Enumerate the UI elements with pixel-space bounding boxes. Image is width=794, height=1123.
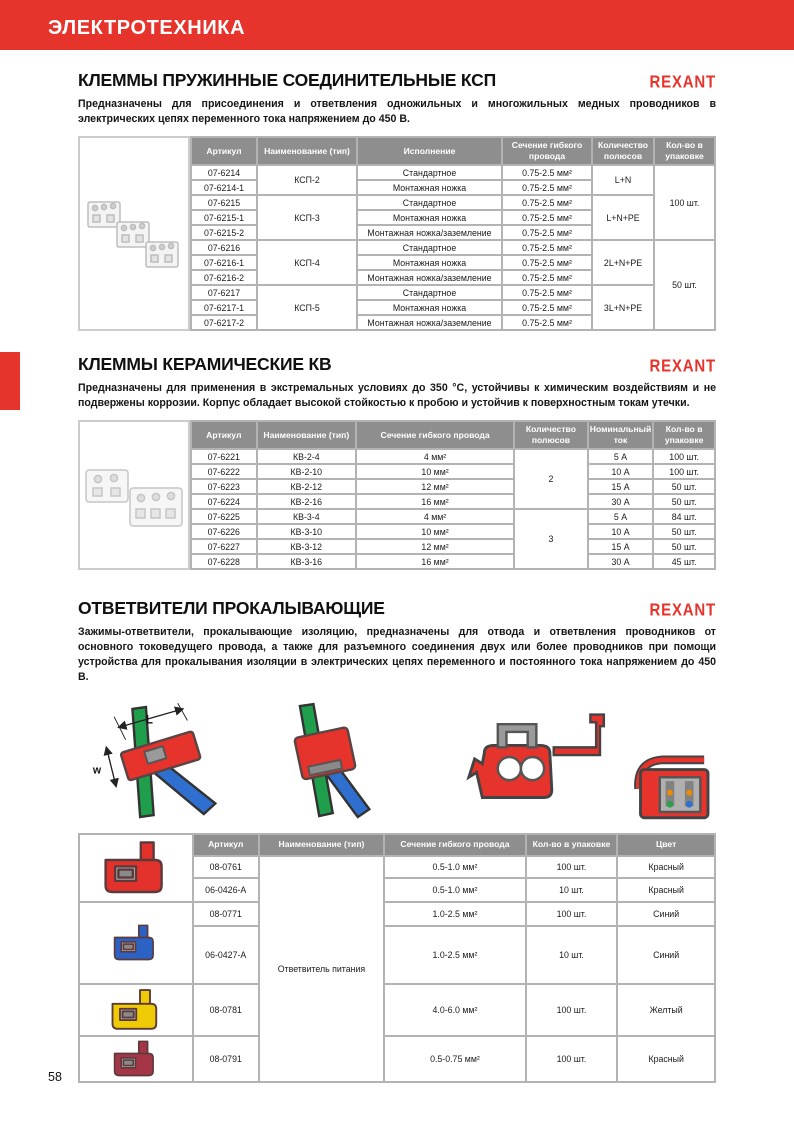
- diagram-cross-section-latch: [465, 707, 610, 807]
- column-header: Исполнение: [357, 137, 502, 165]
- table-cell: 08-0791: [193, 1036, 259, 1082]
- table-cell: 07-6217: [191, 285, 257, 300]
- table-cell: Стандартное: [357, 165, 502, 180]
- table-cell: 4 мм²: [356, 509, 514, 524]
- table-cell: КСП-5: [257, 285, 357, 330]
- table-cell: 50 шт.: [654, 240, 715, 330]
- table-cell: 0.75-2.5 мм²: [502, 195, 592, 210]
- table-cell: 16 мм²: [356, 494, 514, 509]
- table-cell: 06-0427-А: [193, 926, 259, 984]
- column-header: Наименование (тип): [257, 421, 356, 449]
- section-ksp: [78, 70, 716, 331]
- section-header: [78, 70, 716, 91]
- column-header: Кол-во в упаковке: [526, 834, 618, 856]
- section-description: Предназначены для применения в экстремальных условиях до 350 °С, устойчивы к химическим воздействиям и не подвержены коррозии. Корпус обладает высокой стойкостью к пробою и устойчив к поверхностным токам утечки.: [78, 382, 716, 409]
- column-header: Сечение гибкого провода: [502, 137, 592, 165]
- table-cell: 2L+N+PE: [592, 240, 654, 285]
- table-row: [191, 494, 715, 509]
- table-cell: Монтажная ножка/заземление: [357, 225, 502, 240]
- table-cell: Красный: [617, 1036, 715, 1082]
- section-kv: [78, 354, 716, 570]
- column-header: Номинальный ток: [588, 421, 654, 449]
- table-cell: 07-6221: [191, 449, 257, 464]
- table-cell: 0.75-2.5 мм²: [502, 165, 592, 180]
- table-row: [79, 834, 715, 856]
- table-cell: 0.5-1.0 мм²: [384, 878, 525, 902]
- table-cell: 3L+N+PE: [592, 285, 654, 330]
- table-cell: 10 шт.: [526, 878, 618, 902]
- column-header: Цвет: [617, 834, 715, 856]
- table-block: [78, 420, 716, 570]
- table-cell: КВ-2-16: [257, 494, 356, 509]
- table-cell: L+N: [592, 165, 654, 195]
- table-cell: 07-6215-1: [191, 210, 257, 225]
- table-cell: 5 А: [588, 449, 654, 464]
- connector-image: [96, 836, 176, 900]
- table-cell: 07-6214: [191, 165, 257, 180]
- table-cell: 4.0-6.0 мм²: [384, 984, 525, 1036]
- section-description: Предназначены для присоединения и ответвления одножильных и многожильных медных проводников в электрических цепях переменного тока напряжением до 450 В.: [78, 98, 716, 125]
- column-header: Сечение гибкого провода: [384, 834, 525, 856]
- table-cell: Монтажная ножка/заземление: [357, 270, 502, 285]
- spring-terminals-image: [84, 146, 184, 322]
- column-header: Количество полюсов: [592, 137, 654, 165]
- connector-image: [108, 1037, 163, 1081]
- table-cell: 07-6224: [191, 494, 257, 509]
- kv-table: [190, 420, 716, 570]
- table-row: [191, 240, 715, 255]
- table-cell: КВ-2-12: [257, 479, 356, 494]
- table-cell: Синий: [617, 902, 715, 926]
- table-cell: КВ-2-4: [257, 449, 356, 464]
- table-cell: 100 шт.: [526, 1036, 618, 1082]
- table-row: [191, 285, 715, 300]
- rexant-logo: REXANT: [649, 600, 716, 621]
- table-cell: 08-0781: [193, 984, 259, 1036]
- table-cell: КВ-3-4: [257, 509, 356, 524]
- table-row: [191, 539, 715, 554]
- section-otv: [78, 598, 716, 1083]
- table-row: [191, 479, 715, 494]
- table-cell: 15 А: [588, 479, 654, 494]
- section-title: КЛЕММЫ ПРУЖИННЫЕ СОЕДИНИТЕЛЬНЫЕ КСП: [78, 70, 496, 90]
- table-cell: 30 А: [588, 494, 654, 509]
- table-row: [191, 137, 715, 165]
- table-row: [191, 509, 715, 524]
- table-cell: 0.75-2.5 мм²: [502, 255, 592, 270]
- diagram-cross-section-contacts: [627, 743, 716, 825]
- table-cell: Синий: [617, 926, 715, 984]
- table-cell: 07-6215: [191, 195, 257, 210]
- connector-image: [105, 985, 168, 1035]
- table-cell: 0.75-2.5 мм²: [502, 315, 592, 330]
- column-header: Артикул: [193, 834, 259, 856]
- otv-table: [78, 833, 716, 1083]
- table-row: [191, 524, 715, 539]
- diagram-clamp-closed: [271, 699, 379, 825]
- connector-image: [108, 921, 163, 965]
- table-cell: 100 шт.: [526, 856, 618, 878]
- connector-blue-photo: [79, 902, 193, 984]
- section-description: Зажимы-ответвители, прокалывающие изоляцию, предназначены для отвода и ответвления проводников от основного токоведущего провода, а также для разъемного соединения двух или более проводников при помощи устройства для прокалывания изоляции в электрических цепях переменного и постоянного тока напряжением до 450 В.: [78, 626, 716, 683]
- table-cell: 0.75-2.5 мм²: [502, 300, 592, 315]
- column-header: Кол-во в упаковке: [653, 421, 715, 449]
- table-cell: 50 шт.: [653, 539, 715, 554]
- table-cell: 0.75-2.5 мм²: [502, 240, 592, 255]
- ksp-table: [190, 136, 716, 331]
- table-cell: 07-6222: [191, 464, 257, 479]
- table-cell: 84 шт.: [653, 509, 715, 524]
- section-header: [78, 598, 716, 619]
- table-row: [79, 902, 715, 926]
- column-header: Наименование (тип): [259, 834, 385, 856]
- table-cell: 07-6227: [191, 539, 257, 554]
- table-cell: Стандартное: [357, 240, 502, 255]
- table-cell: 0.75-2.5 мм²: [502, 270, 592, 285]
- table-cell: 07-6217-1: [191, 300, 257, 315]
- table-cell: 0.5-1.0 мм²: [384, 856, 525, 878]
- table-cell: 08-0771: [193, 902, 259, 926]
- table-cell: 16 мм²: [356, 554, 514, 569]
- table-cell: 07-6223: [191, 479, 257, 494]
- table-cell: 100 шт.: [653, 464, 715, 479]
- page-number: 58: [48, 1070, 62, 1084]
- table-cell: КВ-3-10: [257, 524, 356, 539]
- product-photo-ksp: [78, 136, 190, 331]
- table-cell: 07-6217-2: [191, 315, 257, 330]
- table-cell: 50 шт.: [653, 524, 715, 539]
- table-cell: 07-6216-2: [191, 270, 257, 285]
- column-header: Артикул: [191, 137, 257, 165]
- table-cell: Красный: [617, 856, 715, 878]
- table-cell: 12 мм²: [356, 479, 514, 494]
- svg-text:L: L: [145, 714, 154, 727]
- column-header: Артикул: [191, 421, 257, 449]
- table-cell: 10 мм²: [356, 524, 514, 539]
- category-header-bar: [0, 0, 794, 50]
- table-cell: 0.5-0.75 мм²: [384, 1036, 525, 1082]
- table-cell: 07-6215-2: [191, 225, 257, 240]
- table-cell: Монтажная ножка: [357, 255, 502, 270]
- section-title: ОТВЕТВИТЕЛИ ПРОКАЛЫВАЮЩИЕ: [78, 598, 385, 618]
- table-cell: 10 шт.: [526, 926, 618, 984]
- section-header: [78, 354, 716, 375]
- connector-yellow-photo: [79, 984, 193, 1036]
- table-cell: 3: [514, 509, 588, 569]
- table-cell: 07-6225: [191, 509, 257, 524]
- table-cell: КВ-3-16: [257, 554, 356, 569]
- table-cell: Желтый: [617, 984, 715, 1036]
- table-cell: 07-6226: [191, 524, 257, 539]
- table-cell: 100 шт.: [526, 902, 618, 926]
- category-title: ЭЛЕКТРОТЕХНИКА: [48, 17, 246, 39]
- table-block: [78, 136, 716, 331]
- table-cell: 0.75-2.5 мм²: [502, 285, 592, 300]
- rexant-logo: REXANT: [649, 72, 716, 93]
- table-cell: Монтажная ножка: [357, 300, 502, 315]
- table-row: [191, 421, 715, 449]
- table-cell: 5 А: [588, 509, 654, 524]
- table-cell: 100 шт.: [526, 984, 618, 1036]
- column-header: Наименование (тип): [257, 137, 357, 165]
- table-cell: КСП-2: [257, 165, 357, 195]
- table-cell: 07-6216: [191, 240, 257, 255]
- table-row: [191, 464, 715, 479]
- table-cell: Ответвитель питания: [259, 856, 385, 1082]
- table-cell: Монтажная ножка: [357, 210, 502, 225]
- table-cell: 50 шт.: [653, 479, 715, 494]
- table-cell: 0.75-2.5 мм²: [502, 225, 592, 240]
- table-row: [191, 165, 715, 180]
- diagram-row: [78, 699, 716, 827]
- table-cell: 10 мм²: [356, 464, 514, 479]
- table-cell: 06-0426-А: [193, 878, 259, 902]
- table-cell: 07-6228: [191, 554, 257, 569]
- table-cell: Красный: [617, 878, 715, 902]
- table-cell: 08-0761: [193, 856, 259, 878]
- table-row: [79, 984, 715, 1036]
- table-cell: Стандартное: [357, 195, 502, 210]
- table-cell: КВ-3-12: [257, 539, 356, 554]
- ceramic-terminals-image: [82, 430, 186, 560]
- table-cell: КСП-4: [257, 240, 357, 285]
- table-cell: 12 мм²: [356, 539, 514, 554]
- column-header: Количество полюсов: [514, 421, 588, 449]
- product-photo-kv: [78, 420, 190, 570]
- table-cell: 10 А: [588, 464, 654, 479]
- column-header: Кол-во в упаковке: [654, 137, 715, 165]
- table-cell: 07-6216-1: [191, 255, 257, 270]
- table-cell: 0.75-2.5 мм²: [502, 210, 592, 225]
- table-cell: КВ-2-10: [257, 464, 356, 479]
- table-cell: Монтажная ножка: [357, 180, 502, 195]
- table-cell: 30 А: [588, 554, 654, 569]
- table-cell: КСП-3: [257, 195, 357, 240]
- table-row: [191, 449, 715, 464]
- diagram-clamp-dimensions: [90, 699, 235, 825]
- table-cell: 07-6214-1: [191, 180, 257, 195]
- table-cell: 0.75-2.5 мм²: [502, 180, 592, 195]
- table-cell: 4 мм²: [356, 449, 514, 464]
- connector-red-photo: [79, 834, 193, 902]
- table-cell: 100 шт.: [654, 165, 715, 240]
- table-cell: Стандартное: [357, 285, 502, 300]
- table-cell: 1.0-2.5 мм²: [384, 926, 525, 984]
- table-cell: 2: [514, 449, 588, 509]
- table-cell: 100 шт.: [653, 449, 715, 464]
- table-cell: 10 А: [588, 524, 654, 539]
- table-cell: Монтажная ножка/заземление: [357, 315, 502, 330]
- table-cell: 1.0-2.5 мм²: [384, 902, 525, 926]
- table-row: [191, 554, 715, 569]
- column-header: Сечение гибкого провода: [356, 421, 514, 449]
- svg-text:w: w: [92, 764, 102, 777]
- table-cell: 50 шт.: [653, 494, 715, 509]
- table-row: [79, 1036, 715, 1082]
- rexant-logo: REXANT: [649, 356, 716, 377]
- connector-crimson-photo: [79, 1036, 193, 1082]
- side-tab-marker: [0, 352, 20, 410]
- section-title: КЛЕММЫ КЕРАМИЧЕСКИЕ КВ: [78, 354, 332, 374]
- table-cell: L+N+PE: [592, 195, 654, 240]
- table-row: [191, 195, 715, 210]
- table-cell: 45 шт.: [653, 554, 715, 569]
- table-cell: 15 А: [588, 539, 654, 554]
